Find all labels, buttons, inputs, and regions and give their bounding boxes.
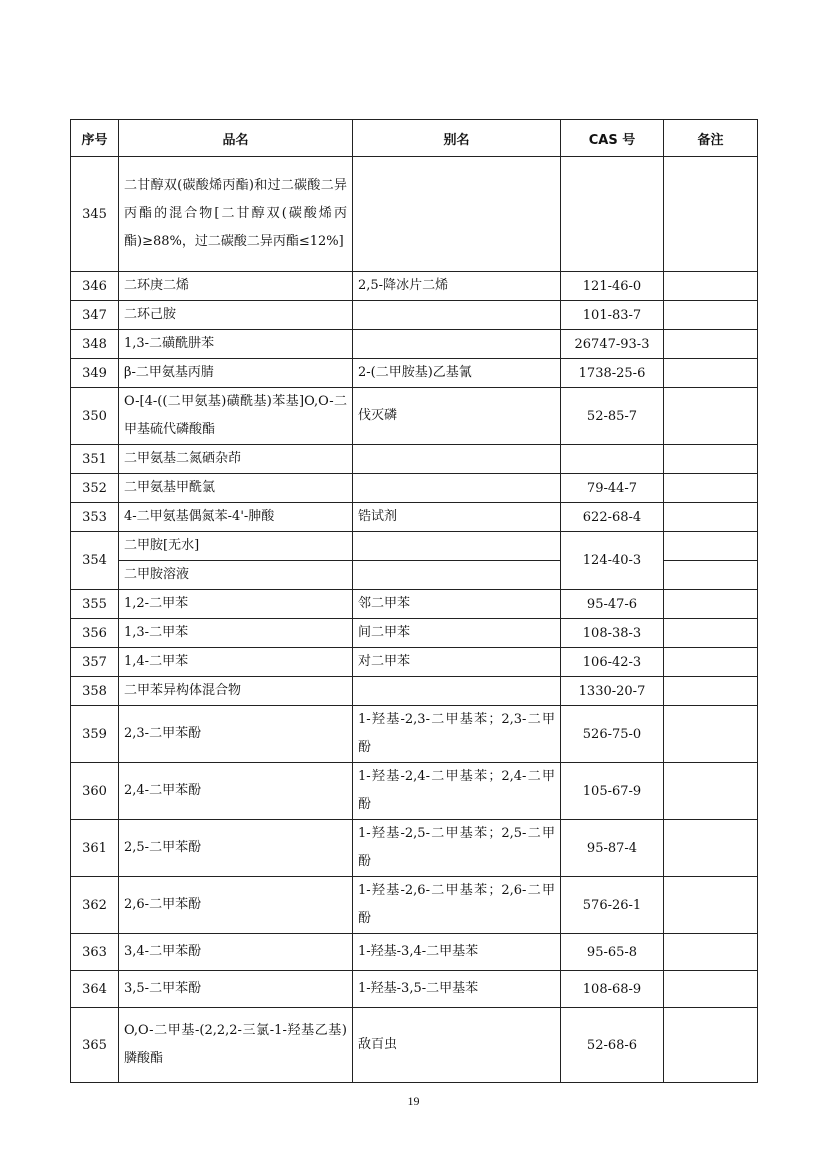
row-name: 3,4-二甲苯酚 — [119, 934, 353, 971]
row-note — [664, 503, 758, 532]
row-note — [664, 763, 758, 820]
row-num: 348 — [71, 330, 119, 359]
row-num: 360 — [71, 763, 119, 820]
table-row — [71, 934, 758, 971]
row-note — [664, 157, 758, 272]
table-row — [71, 590, 758, 619]
row-num: 363 — [71, 934, 119, 971]
header-alias: 别名 — [353, 120, 561, 157]
table-row — [71, 677, 758, 706]
row-cas: 576-26-1 — [561, 877, 664, 934]
row-name-text: 二甘醇双(碳酸烯丙酯)和过二碳酸二异丙酯的混合物[二甘醇双(碳酸烯丙酯)≥88%，过二碳酸二异丙酯≤12%] — [124, 178, 347, 249]
row-note — [664, 677, 758, 706]
table-row — [71, 763, 758, 820]
row-note — [664, 1008, 758, 1083]
row-name: 2,6-二甲苯酚 — [119, 877, 353, 934]
row-note — [664, 706, 758, 763]
row-alias — [353, 706, 561, 763]
row-note — [664, 590, 758, 619]
row-cas: 95-47-6 — [561, 590, 664, 619]
table-row — [71, 503, 758, 532]
header-cas: CAS 号 — [561, 120, 664, 157]
row-cas: 1738-25-6 — [561, 359, 664, 388]
row-note — [664, 820, 758, 877]
table-row — [71, 272, 758, 301]
row-alias — [353, 301, 561, 330]
row-alias: 1-羟基-3,5-二甲基苯 — [353, 971, 561, 1008]
row-alias: 间二甲苯 — [353, 619, 561, 648]
row-name: 二环庚二烯 — [119, 272, 353, 301]
row-note — [664, 619, 758, 648]
row-cas: 95-65-8 — [561, 934, 664, 971]
row-alias — [353, 330, 561, 359]
row-num: 346 — [71, 272, 119, 301]
row-name: 1,3-二磺酰肼苯 — [119, 330, 353, 359]
header-num: 序号 — [71, 120, 119, 157]
row-cas: 1330-20-7 — [561, 677, 664, 706]
table-row — [71, 359, 758, 388]
row-cas: 622-68-4 — [561, 503, 664, 532]
row-note — [664, 877, 758, 934]
row-alias — [353, 532, 561, 561]
row-cas — [561, 445, 664, 474]
row-cas: 106-42-3 — [561, 648, 664, 677]
table-row — [71, 474, 758, 503]
row-num: 351 — [71, 445, 119, 474]
row-num: 365 — [71, 1008, 119, 1083]
table-row — [71, 648, 758, 677]
row-cas: 121-46-0 — [561, 272, 664, 301]
row-name: 2,4-二甲苯酚 — [119, 763, 353, 820]
row-cas: 526-75-0 — [561, 706, 664, 763]
row-alias — [353, 157, 561, 272]
row-note — [664, 561, 758, 590]
row-name: 2,3-二甲苯酚 — [119, 706, 353, 763]
row-name: 1,3-二甲苯 — [119, 619, 353, 648]
row-cas: 52-68-6 — [561, 1008, 664, 1083]
row-note — [664, 359, 758, 388]
row-note — [664, 388, 758, 445]
table-row — [71, 820, 758, 877]
row-name: 1,4-二甲苯 — [119, 648, 353, 677]
row-num: 357 — [71, 648, 119, 677]
row-note — [664, 330, 758, 359]
row-alias: 对二甲苯 — [353, 648, 561, 677]
row-alias: 伐灭磷 — [353, 388, 561, 445]
row-alias — [353, 445, 561, 474]
row-cas — [561, 157, 664, 272]
row-alias: 2-(二甲胺基)乙基氰 — [353, 359, 561, 388]
row-note — [664, 272, 758, 301]
header-name: 品名 — [119, 120, 353, 157]
row-num: 347 — [71, 301, 119, 330]
row-num: 354 — [71, 532, 119, 590]
row-name: 二甲胺[无水] — [119, 532, 353, 561]
row-name: 二甲氨基二氮硒杂茚 — [119, 445, 353, 474]
table-row — [71, 1008, 758, 1083]
row-name-text: O-[4-((二甲氨基)磺酰基)苯基]O,O-二甲基硫代磷酸酯 — [124, 394, 347, 437]
row-alias — [353, 763, 561, 820]
row-name: β-二甲氨基丙腈 — [119, 359, 353, 388]
row-cas: 95-87-4 — [561, 820, 664, 877]
row-name — [119, 1008, 353, 1083]
row-note — [664, 934, 758, 971]
row-num: 356 — [71, 619, 119, 648]
row-name — [119, 388, 353, 445]
row-alias — [353, 820, 561, 877]
row-cas: 124-40-3 — [561, 532, 664, 590]
row-num: 349 — [71, 359, 119, 388]
row-alias — [353, 561, 561, 590]
row-name — [119, 157, 353, 272]
table-row — [71, 532, 758, 561]
row-alias: 锆试剂 — [353, 503, 561, 532]
row-name: 二甲氨基甲酰氯 — [119, 474, 353, 503]
row-alias — [353, 877, 561, 934]
row-name-text: O,O-二甲基-(2,2,2-三氯-1-羟基乙基)膦酸酯 — [124, 1023, 347, 1066]
row-cas: 79-44-7 — [561, 474, 664, 503]
row-name: 4-二甲氨基偶氮苯-4'-胂酸 — [119, 503, 353, 532]
table-row — [71, 445, 758, 474]
row-note — [664, 474, 758, 503]
row-cas: 108-38-3 — [561, 619, 664, 648]
row-name: 1,2-二甲苯 — [119, 590, 353, 619]
row-alias — [353, 474, 561, 503]
row-cas: 101-83-7 — [561, 301, 664, 330]
row-note — [664, 971, 758, 1008]
row-cas: 26747-93-3 — [561, 330, 664, 359]
row-alias: 2,5-降冰片二烯 — [353, 272, 561, 301]
row-cas: 52-85-7 — [561, 388, 664, 445]
row-num: 352 — [71, 474, 119, 503]
table-row — [71, 619, 758, 648]
row-name: 二甲胺溶液 — [119, 561, 353, 590]
row-alias-text: 1-羟基-2,4-二甲基苯；2,4-二甲酚 — [358, 769, 555, 812]
row-name: 3,5-二甲苯酚 — [119, 971, 353, 1008]
row-note — [664, 648, 758, 677]
row-num: 359 — [71, 706, 119, 763]
row-num: 345 — [71, 157, 119, 272]
row-note — [664, 532, 758, 561]
row-alias: 1-羟基-3,4-二甲基苯 — [353, 934, 561, 971]
table-row — [71, 971, 758, 1008]
row-note — [664, 445, 758, 474]
row-name: 二甲苯异构体混合物 — [119, 677, 353, 706]
row-num: 362 — [71, 877, 119, 934]
row-name: 二环己胺 — [119, 301, 353, 330]
row-note — [664, 301, 758, 330]
row-num: 358 — [71, 677, 119, 706]
chemical-table — [70, 119, 758, 1083]
table-row — [71, 301, 758, 330]
row-alias: 邻二甲苯 — [353, 590, 561, 619]
table-row — [71, 388, 758, 445]
row-alias — [353, 677, 561, 706]
row-cas: 105-67-9 — [561, 763, 664, 820]
row-alias-text: 1-羟基-2,6-二甲基苯；2,6-二甲酚 — [358, 883, 555, 926]
row-num: 350 — [71, 388, 119, 445]
table-row — [71, 330, 758, 359]
table-row — [71, 157, 758, 272]
row-cas: 108-68-9 — [561, 971, 664, 1008]
page-number: 19 — [407, 1094, 420, 1108]
table-header-row — [71, 120, 758, 157]
row-alias-text: 1-羟基-2,3-二甲基苯；2,3-二甲酚 — [358, 712, 555, 755]
table-row — [71, 877, 758, 934]
row-num: 361 — [71, 820, 119, 877]
header-note: 备注 — [664, 120, 758, 157]
row-name: 2,5-二甲苯酚 — [119, 820, 353, 877]
row-num: 353 — [71, 503, 119, 532]
row-alias-text: 1-羟基-2,5-二甲基苯；2,5-二甲酚 — [358, 826, 555, 869]
row-alias: 敌百虫 — [353, 1008, 561, 1083]
row-num: 355 — [71, 590, 119, 619]
row-num: 364 — [71, 971, 119, 1008]
table-row — [71, 706, 758, 763]
